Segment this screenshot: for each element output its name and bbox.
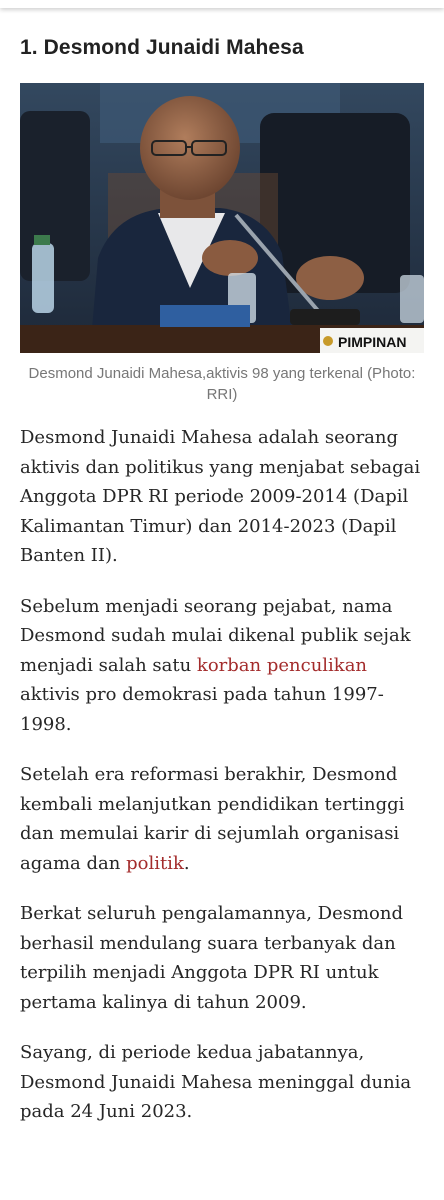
link-politik[interactable]: politik — [126, 852, 184, 874]
section-heading: 1. Desmond Junaidi Mahesa — [20, 36, 304, 59]
paragraph-2-text: Sebelum menjadi seorang pejabat, nama Desmond sudah mulai dikenal publik sejak menjadi salah satu — [20, 595, 411, 676]
paragraph-3 — [20, 760, 424, 878]
top-bar — [0, 0, 444, 8]
article-photo — [20, 83, 424, 353]
paragraph-2 — [20, 592, 424, 740]
link-korban-penculikan[interactable]: korban penculikan — [196, 654, 368, 676]
paragraph-4: Berkat seluruh pengalamannya, Desmond berhasil mendulang suara terbanyak dan terpilih menjadi Anggota DPR RI untuk pertama kalinya di tahun 2009. — [20, 903, 404, 1013]
article-body — [20, 423, 424, 1127]
paragraph-3-text-end: . — [183, 852, 190, 874]
paragraph-5: Sayang, di periode kedua jabatannya, Desmond Junaidi Mahesa meninggal dunia pada 24 Juni 2023. — [20, 1042, 412, 1122]
article — [20, 30, 424, 1148]
photo-caption: Desmond Junaidi Mahesa,aktivis 98 yang terkenal (Photo: RRI) — [28, 365, 416, 403]
paragraph-2-text-end: aktivis pro demokrasi pada tahun 1997-1998. — [20, 684, 384, 735]
paragraph-1: Desmond Junaidi Mahesa adalah seorang aktivis dan politikus yang menjabat sebagai Anggota DPR RI periode 2009-2014 (Dapil Kalimantan Timur) dan 2014-2023 (Dapil Banten II). — [20, 427, 421, 566]
paragraph-3-text: Setelah era reformasi berakhir, Desmond kembali melanjutkan pendidikan tertinggi dan memulai karir di sejumlah organisasi agama dan — [20, 764, 405, 874]
placard-text: PIMPINAN — [338, 334, 407, 350]
